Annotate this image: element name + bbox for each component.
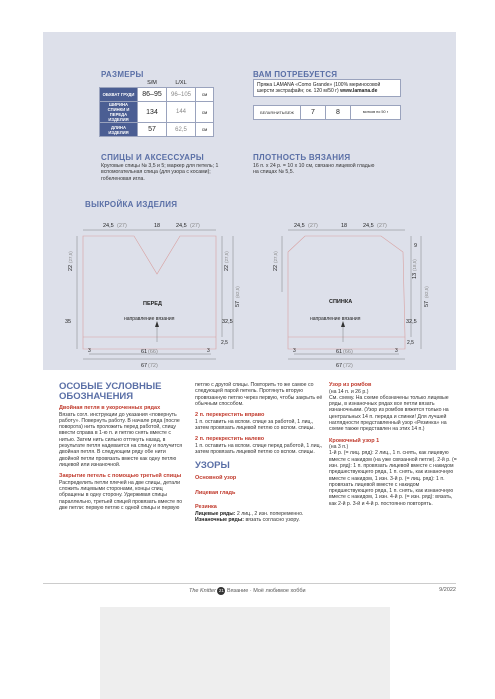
pattern-title: ВЫКРОЙКА ИЗДЕЛИЯ (85, 200, 178, 209)
back-right-lower: 32,5 (406, 319, 417, 325)
needs-title: ВАМ ПОТРЕБУЕТСЯ (253, 70, 338, 79)
size-value: 57 (138, 123, 167, 137)
front-right-rib: 2,5 (221, 340, 228, 346)
blank-area (100, 607, 390, 699)
front-direction: направление вязания (124, 316, 175, 322)
cross-left-text: 1 п. оставить на вспом. спице перед работой, 1 лиц., затем провязать лицевой петлю со вспом. спицы. (195, 442, 323, 456)
size-header-1: S/M (147, 79, 157, 86)
cross-right-title: 2 п. перекрестить вправо (195, 412, 265, 419)
back-bottom-right: 3 (395, 348, 398, 354)
yarn-box (253, 79, 401, 97)
front-bottom-right: 3 (207, 348, 210, 354)
size-row-label: ШИРИНА СПИНКИ И ПЕРЕДА ИЗДЕЛИЯ (100, 102, 138, 123)
rib-rs-label: Лицевые ряды: (195, 510, 236, 517)
pattern-stockinette: Лицевая гладь (195, 489, 236, 496)
front-right-len: 57 (235, 300, 241, 307)
back-bottom-w-alt: (66) (343, 349, 353, 355)
footer-brand: The Knitter (189, 588, 216, 594)
symbol-double-stitch-text: Вязать согл. инструкции до указания «повернуть работу». Повернуть работу. В начале ряда (после поворота) нить проложить перед работой, спицу ввести справа в 1-ю п. и петлю снять вместе с нитью. Затем нить сильно оттянуть назад, в результате петля надевается на спицу и получится двойная петля. В следующем ряду обе нити двойной петли провязать вместе как одну петлю лицевой или изнаночной. (59, 411, 183, 468)
column-symbols (59, 382, 187, 511)
column-crosses (195, 382, 323, 523)
back-outline (288, 236, 405, 349)
yarn-unit: мотков по 50 г (350, 106, 400, 119)
front-right-upper-alt: (27,5) (224, 251, 229, 263)
back-left-upper-alt: (27,5) (273, 251, 278, 263)
front-bottom-w: 61 (141, 349, 148, 355)
front-right-upper: 22 (224, 264, 230, 271)
yarn-text: Пряжа LAMANA «Como Grande» (100% мериносовой шерсти экстрафайн; ок. 120 м/50 г) (257, 82, 381, 94)
cross-left-title: 2 п. перекрестить налево (195, 436, 265, 443)
front-top-left: 24,5 (103, 223, 114, 229)
back-right-len-alt: (62,5) (424, 286, 429, 298)
size-value: 96–105 (167, 88, 196, 102)
size-unit: см (196, 123, 214, 137)
size-unit: см (196, 88, 214, 102)
info-panel (43, 32, 456, 370)
pattern-diagram (43, 207, 456, 370)
symbol-bind-off-title: Закрытие петель с помощью третьей спицы (59, 473, 182, 480)
size-row-label: ДЛИНА ИЗДЕЛИЯ (100, 123, 138, 137)
column-diamonds (329, 382, 457, 507)
yarn-qty-1: 7 (300, 106, 325, 119)
back-right-top: 9 (414, 243, 418, 249)
front-label: ПЕРЕД (143, 301, 162, 307)
back-top-left: 24,5 (294, 223, 305, 229)
front-bottom-w-alt: (66) (148, 349, 158, 355)
symbols-title: ОСОБЫЕ УСЛОВНЫЕ ОБОЗНАЧЕНИЯ (59, 381, 162, 402)
diamond-sub: (на 14 п. и 26 р.) (329, 388, 369, 395)
front-top-left-alt: (27) (117, 223, 127, 229)
diamond-text: См. схему. На схеме обозначены только лицевые ряды, в изнаночных рядах все петли вязать изнаночными. (Узор из ромбов вяжется только на центральных 14 п. переда и спинки! Для лучшей наглядности представленный узор «Резинка» на схеме также представлен на этих 14 п.) (329, 394, 449, 433)
pattern-rib: Резинка (195, 504, 217, 511)
gauge-title: ПЛОТНОСТЬ ВЯЗАНИЯ (253, 153, 351, 162)
back-total-w: 67 (336, 363, 343, 369)
patterns-title: УЗОРЫ (195, 460, 230, 472)
edge-text: 1-й р. (= лиц. ряд): 2 лиц., 1 п. снять, как лицевую вместе с накидом (на уже связанной петле). 2-й р. (= изн. ряд): 1 п. провязать лицевой вместе с накидом предшествующего ряда, 1 п. снять, как изнаночную вместе с накидом, 1 изн. 3-й р. (= лиц. ряд): 1 п. провязать лицевой вместе с накидом предшествующего ряда, 1 п. снять, как изнаночную вместе с накидом, 1 изн. 4-й р. (= изн. ряд): вязать, как 2-й р. 3-й и 4-й р. постоянно повторять. (329, 450, 457, 507)
yarn-info (253, 79, 401, 120)
back-right-mid-alt: (18,5) (412, 259, 417, 271)
symbol-double-stitch-title: Двойная петля в укороченных рядах (59, 405, 161, 411)
diamond-title: Узор из ромбов (329, 382, 372, 388)
size-header-2: L/XL (175, 79, 187, 86)
footer-issue: 9/2022 (439, 587, 456, 593)
back-direction: направление вязания (310, 316, 361, 322)
page-footer (43, 583, 456, 594)
rib-ws-text: вязать согласно узору. (245, 517, 300, 524)
gauge-text: 16 п. х 24 р. = 10 х 10 см, связано лицевой гладью на спицах № 5,5. (253, 163, 375, 176)
magazine-page (43, 32, 456, 632)
size-value: 62,5 (167, 123, 196, 137)
back-total-w-alt: (72) (343, 363, 353, 369)
front-total-w-alt: (72) (148, 363, 158, 369)
back-top-left-alt: (27) (308, 223, 318, 229)
footer-page-number: 21 (218, 588, 224, 593)
front-left-upper: 22 (68, 264, 74, 271)
bind-off-continued: петлю с другой спицы. Повторить то же самое со следующей парой петель. Протянуть вторую провязанную петлю через первую, чтобы закрыть её обычным способом. (195, 382, 323, 407)
yarn-link[interactable]: www.lamana.de (340, 88, 378, 94)
back-bottom-left: 3 (293, 348, 296, 354)
back-right-len: 57 (424, 300, 430, 307)
back-bottom-w: 61 (336, 349, 343, 355)
yarn-qty-2: 8 (325, 106, 350, 119)
back-label: СПИНКА (329, 299, 353, 305)
back-right-mid: 13 (412, 272, 418, 279)
size-value: 134 (138, 102, 167, 123)
front-bottom-left: 3 (88, 348, 91, 354)
back-right-rib: 2,5 (407, 340, 414, 346)
back-left-upper: 22 (273, 264, 279, 271)
front-top-mid: 18 (154, 223, 161, 229)
back-top-mid: 18 (341, 223, 348, 229)
front-top-right: 24,5 (176, 223, 187, 229)
front-left-side: 35 (65, 319, 72, 325)
yarn-quantity-row (253, 105, 401, 120)
front-total-w: 67 (141, 363, 148, 369)
needles-title: СПИЦЫ И АКСЕССУАРЫ (101, 153, 204, 162)
size-value: 86–95 (138, 88, 167, 102)
size-row-label: ОБХВАТ ГРУДИ (100, 88, 138, 102)
front-outline (83, 236, 216, 349)
rib-ws-label: Изнаночные ряды: (195, 517, 244, 524)
yarn-color-label: БЕЛАЯ/НИТЬ/БЕЖ (260, 110, 294, 115)
pattern-main: Основной узор (195, 475, 237, 482)
back-top-right-alt: (27) (377, 223, 387, 229)
sizes-title: РАЗМЕРЫ (101, 70, 144, 79)
needles-text: Круговые спицы № 3,5 и 5; маркер для петель; 1 вспомогательная спица (для узора с косами); гобеленовая игла. (101, 163, 219, 182)
front-right-lower: 32,5 (222, 319, 233, 325)
size-value: 144 (167, 102, 196, 123)
cross-right-text: 1 п. оставить на вспом. спице за работой, 1 лиц., затем провязать лицевой петлю со вспом. спицы. (195, 418, 315, 431)
footer-tagline: Вязание · Моё любимое хобби (226, 588, 306, 594)
edge-sub: (на 3 п.) (329, 444, 349, 451)
size-unit: см (196, 102, 214, 123)
front-left-upper-alt: (27,5) (68, 251, 73, 263)
rib-rs-text: 2 лиц., 2 изн. попеременно. (236, 510, 304, 517)
front-top-right-alt: (27) (190, 223, 200, 229)
back-top-right: 24,5 (363, 223, 374, 229)
symbol-bind-off-text: Распределить петли плечей на две спицы, детали сложить лицевыми сторонами, концы спиц обращены в одну сторону. Удерживая спицы параллельно, третьей спицей провязать вместе по две петли: первую петлю с одной спицы и первую (59, 479, 183, 511)
sizes-table (99, 78, 214, 137)
front-right-len-alt: (62,5) (235, 286, 240, 298)
edge-title: Кромочный узор 1 (329, 437, 380, 444)
